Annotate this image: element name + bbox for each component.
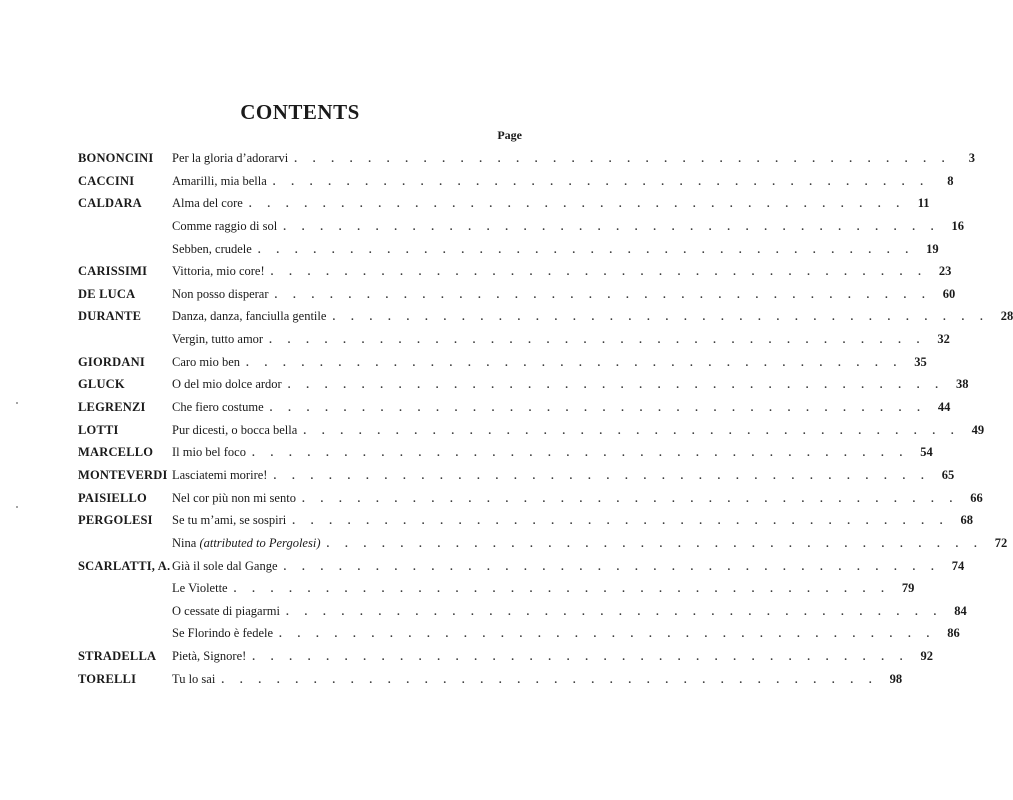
song-title [172, 170, 273, 193]
toc-entry [78, 305, 1013, 328]
song-title [172, 645, 252, 668]
toc-entry [78, 260, 952, 283]
toc-entry [78, 283, 956, 306]
composer-name: TORELLI [78, 671, 137, 686]
dot-leader: . . . . . . . . . . . . . . . . . . . . . . . . . . . . . . . . . . . . [273, 469, 931, 482]
dot-leader: . . . . . . . . . . . . . . . . . . . . . . . . . . . . . . . . . . . . [326, 537, 984, 550]
song-title-text: Tu lo sai [172, 671, 216, 686]
toc-entry [78, 215, 964, 238]
song-title [172, 238, 258, 261]
song-title-text: Alma del core [172, 196, 243, 211]
song-title-text: Se Florindo è fedele [172, 626, 274, 641]
page-number: 49 [971, 422, 985, 437]
composer-name: BONONCINI [78, 151, 154, 165]
song-title [172, 147, 294, 170]
toc-entry [78, 192, 930, 215]
song-title-text: Vittoria, mio core! [172, 264, 265, 279]
song-title-text: Lasciatemi morire! [172, 467, 268, 482]
song-title-text: Amarilli, mia bella [172, 173, 267, 188]
composer-name: MARCELLO [78, 445, 154, 460]
song-line [172, 577, 915, 601]
song-line [172, 283, 956, 307]
song-title-text: Già il sole dal Gange [172, 558, 278, 573]
composer-name: PERGOLESI [78, 513, 153, 528]
song-title [172, 396, 270, 419]
composer-name: SCARLATTI, A. [78, 558, 171, 573]
song-line [172, 305, 1013, 329]
toc-entry [78, 645, 934, 668]
song-title [172, 305, 332, 328]
song-title-text: Non posso disperar [172, 286, 269, 301]
song-title-text: Pur dicesti, o bocca bella [172, 422, 298, 437]
page-number: 84 [954, 603, 967, 618]
dot-leader: . . . . . . . . . . . . . . . . . . . . . . . . . . . . . . . . . . . . [332, 311, 990, 324]
song-title [172, 419, 303, 442]
scan-speck [16, 402, 18, 404]
page-number: 72 [994, 535, 1008, 550]
dot-leader: . . . . . . . . . . . . . . . . . . . . . . . . . . . . . . . . . . . . [301, 492, 959, 505]
toc-entry [78, 555, 965, 578]
page-number: 65 [941, 467, 955, 482]
song-line [172, 509, 973, 533]
composer-name: DURANTE [78, 309, 142, 324]
page-number: 98 [889, 671, 903, 686]
song-line [172, 487, 983, 511]
song-title [172, 532, 326, 555]
composer-name: CACCINI [78, 173, 135, 188]
song-line [172, 238, 939, 262]
song-title-text: Pietà, Signore! [172, 649, 247, 664]
page-number: 3 [968, 151, 976, 165]
page-title: CONTENTS [240, 100, 360, 124]
song-line [172, 441, 933, 465]
song-title-text: Caro mio ben [172, 354, 241, 369]
page-number: 32 [937, 332, 950, 347]
song-title-text: Nel cor più non mi sento [172, 490, 296, 505]
page-column-label: Page [497, 128, 522, 142]
page-number: 86 [947, 626, 960, 641]
song-title [172, 622, 279, 645]
dot-leader: . . . . . . . . . . . . . . . . . . . . . . . . . . . . . . . . . . . . [279, 628, 936, 641]
page-number: 23 [938, 264, 952, 279]
song-title-text: Nina [172, 535, 197, 550]
table-of-contents [78, 147, 1013, 690]
song-title [172, 328, 269, 351]
dot-leader: . . . . . . . . . . . . . . . . . . . . . . . . . . . . . . . . . . . . [272, 175, 930, 188]
page-number: 19 [926, 241, 939, 256]
song-line [172, 351, 927, 375]
composer-name: GLUCK [78, 377, 125, 392]
toc-entry [78, 170, 954, 193]
song-title [172, 192, 249, 215]
song-title-text: Danza, danza, fanciulla gentile [172, 309, 327, 324]
page-number: 66 [970, 490, 983, 505]
composer-name: LEGRENZI [78, 400, 146, 415]
song-line [172, 555, 965, 579]
song-title [172, 215, 283, 238]
dot-leader: . . . . . . . . . . . . . . . . . . . . . . . . . . . . . . . . . . . . [248, 198, 906, 211]
dot-leader: . . . . . . . . . . . . . . . . . . . . . . . . . . . . . . . . . . . . [257, 243, 915, 256]
page-number: 68 [960, 513, 973, 528]
song-title [172, 509, 292, 532]
page-number: 74 [951, 558, 965, 573]
page-number: 38 [955, 377, 969, 392]
song-line [172, 147, 976, 171]
toc-entry [78, 419, 985, 442]
toc-entry [78, 668, 903, 691]
dot-leader: . . . . . . . . . . . . . . . . . . . . . . . . . . . . . . . . . . . . [285, 605, 943, 618]
song-title [172, 668, 221, 691]
composer-name: CALDARA [78, 196, 142, 211]
dot-leader: . . . . . . . . . . . . . . . . . . . . . . . . . . . . . . . . . . . . [283, 560, 941, 573]
dot-leader: . . . . . . . . . . . . . . . . . . . . . . . . . . . . . . . . . . . . [303, 424, 961, 437]
composer-name: CARISSIMI [78, 264, 148, 279]
toc-entry [78, 577, 915, 600]
toc-entry [78, 396, 951, 419]
dot-leader: . . . . . . . . . . . . . . . . . . . . . . . . . . . . . . . . . . . . [233, 583, 891, 596]
dot-leader: . . . . . . . . . . . . . . . . . . . . . . . . . . . . . . . . . . . . [283, 220, 940, 233]
scan-speck [16, 506, 18, 508]
page-number: 8 [947, 173, 954, 188]
dot-leader: . . . . . . . . . . . . . . . . . . . . . . . . . . . . . . . . . . . . [287, 379, 945, 392]
song-title-text: Le Violette [172, 581, 228, 596]
song-line [172, 464, 955, 488]
dot-leader: . . . . . . . . . . . . . . . . . . . . . . . . . . . . . . . . . . . . [292, 515, 949, 528]
dot-leader: . . . . . . . . . . . . . . . . . . . . . . . . . . . . . . . . . . . . [270, 266, 928, 279]
song-title [172, 373, 288, 396]
song-line [172, 600, 967, 624]
composer-name: DE LUCA [78, 286, 136, 301]
page-number: 35 [914, 354, 927, 369]
song-title [172, 441, 252, 464]
song-line [172, 645, 934, 669]
dot-leader: . . . . . . . . . . . . . . . . . . . . . . . . . . . . . . . . . . . . [269, 334, 926, 347]
song-line [172, 668, 903, 692]
composer-name: PAISIELLO [78, 490, 147, 505]
song-title [172, 351, 246, 374]
song-title [172, 464, 273, 487]
composer-name: MONTEVERDI [78, 467, 168, 482]
song-title-text: Il mio bel foco [172, 445, 246, 460]
page-number: 44 [937, 400, 951, 415]
song-line [172, 622, 960, 646]
dot-leader: . . . . . . . . . . . . . . . . . . . . . . . . . . . . . . . . . . . . [246, 356, 903, 369]
page-number: 54 [920, 445, 933, 460]
song-title-text: Che fiero costume [172, 400, 264, 415]
song-line [172, 192, 930, 216]
toc-entry [78, 600, 967, 623]
toc-entry [78, 351, 927, 374]
song-title [172, 487, 302, 510]
song-title [172, 600, 286, 623]
song-line [172, 396, 951, 420]
toc-entry [78, 464, 955, 487]
composer-name: STRADELLA [78, 649, 157, 664]
toc-entry [78, 532, 1008, 555]
song-line [172, 215, 964, 239]
toc-entry [78, 487, 983, 510]
page-number: 28 [1000, 309, 1013, 324]
song-title-text: Sebben, crudele [172, 241, 252, 256]
toc-entry [78, 147, 976, 170]
dot-leader: . . . . . . . . . . . . . . . . . . . . . . . . . . . . . . . . . . . . [294, 153, 952, 165]
page-number: 16 [951, 218, 964, 233]
song-title-text: Se tu m’ami, se sospiri [172, 513, 287, 528]
composer-name: GIORDANI [78, 354, 145, 369]
toc-entry [78, 622, 960, 645]
toc-entry [78, 238, 939, 261]
song-line [172, 373, 969, 397]
toc-entry [78, 373, 969, 396]
song-title [172, 283, 275, 306]
page-number: 60 [942, 286, 956, 301]
toc-entry [78, 509, 973, 532]
song-line [172, 419, 985, 443]
song-title-text: O del mio dolce ardor [172, 377, 282, 392]
song-title-text: Comme raggio di sol [172, 218, 278, 233]
song-title [172, 577, 234, 600]
dot-leader: . . . . . . . . . . . . . . . . . . . . . . . . . . . . . . . . . . . . [274, 288, 932, 301]
song-title [172, 555, 284, 578]
song-line [172, 328, 950, 352]
dot-leader: . . . . . . . . . . . . . . . . . . . . . . . . . . . . . . . . . . . . [269, 402, 927, 415]
dot-leader: . . . . . . . . . . . . . . . . . . . . . . . . . . . . . . . . . . . . [252, 651, 910, 664]
song-line [172, 532, 1008, 556]
toc-entry [78, 328, 950, 351]
toc-entry [78, 441, 933, 464]
dot-leader: . . . . . . . . . . . . . . . . . . . . . . . . . . . . . . . . . . . . [221, 673, 879, 686]
song-title-text: Per la gloria d’adorarvi [172, 151, 289, 165]
page-number: 11 [917, 196, 930, 211]
song-line [172, 170, 954, 194]
page-number: 92 [920, 649, 934, 664]
song-title-text: O cessate di piagarmi [172, 603, 280, 618]
song-title [172, 260, 271, 283]
dot-leader: . . . . . . . . . . . . . . . . . . . . . . . . . . . . . . . . . . . . [251, 447, 909, 460]
page-number: 79 [901, 581, 915, 596]
song-title-note: (attributed to Pergolesi) [199, 535, 321, 550]
song-line [172, 260, 952, 284]
song-title-text: Vergin, tutto amor [172, 332, 264, 347]
composer-name: LOTTI [78, 422, 119, 437]
